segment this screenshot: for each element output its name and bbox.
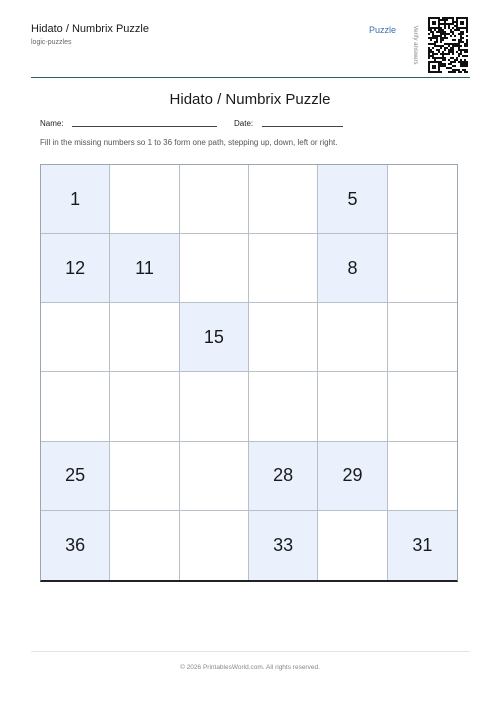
empty-cell[interactable] [249,372,318,441]
given-cell: 29 [318,442,387,511]
empty-cell[interactable] [388,234,457,303]
empty-cell[interactable] [110,303,179,372]
given-cell: 28 [249,442,318,511]
given-cell: 25 [41,442,110,511]
given-cell: 36 [41,511,110,580]
empty-cell[interactable] [110,511,179,580]
empty-cell[interactable] [249,234,318,303]
given-cell: 5 [318,165,387,234]
empty-cell[interactable] [110,442,179,511]
empty-cell[interactable] [180,511,249,580]
name-label: Name: [40,119,64,128]
date-label: Date: [234,119,254,128]
footer-divider [31,651,470,652]
given-cell: 33 [249,511,318,580]
empty-cell[interactable] [180,442,249,511]
header-title: Hidato / Numbrix Puzzle [31,23,149,35]
given-cell: 31 [388,511,457,580]
given-cell: 12 [41,234,110,303]
given-cell: 1 [41,165,110,234]
empty-cell[interactable] [180,165,249,234]
empty-cell[interactable] [318,303,387,372]
footer-copyright: © 2026 PrintablesWorld.com. All rights reserved. [180,664,320,671]
empty-cell[interactable] [180,234,249,303]
verify-label [408,17,422,73]
instructions: Fill in the missing numbers so 1 to 36 form one path, stepping up, down, left or right. [40,138,338,147]
verify-text: Verify answers [412,25,418,65]
qr-code-icon[interactable] [428,17,468,73]
puzzle-grid [40,164,458,582]
document-title: Hidato / Numbrix Puzzle [169,91,331,108]
empty-cell[interactable] [180,372,249,441]
empty-cell[interactable] [388,372,457,441]
empty-cell[interactable] [110,165,179,234]
given-cell: 15 [180,303,249,372]
empty-cell[interactable] [41,303,110,372]
header-subtitle: logic-puzzles [31,39,72,46]
name-field[interactable] [72,126,217,127]
empty-cell[interactable] [388,165,457,234]
header-divider [31,77,470,78]
given-cell: 11 [110,234,179,303]
empty-cell[interactable] [249,165,318,234]
empty-cell[interactable] [249,303,318,372]
empty-cell[interactable] [318,372,387,441]
date-field[interactable] [262,126,343,127]
category-tag[interactable]: Puzzle [369,25,397,35]
empty-cell[interactable] [41,372,110,441]
empty-cell[interactable] [110,372,179,441]
empty-cell[interactable] [318,511,387,580]
empty-cell[interactable] [388,442,457,511]
empty-cell[interactable] [388,303,457,372]
given-cell: 8 [318,234,387,303]
